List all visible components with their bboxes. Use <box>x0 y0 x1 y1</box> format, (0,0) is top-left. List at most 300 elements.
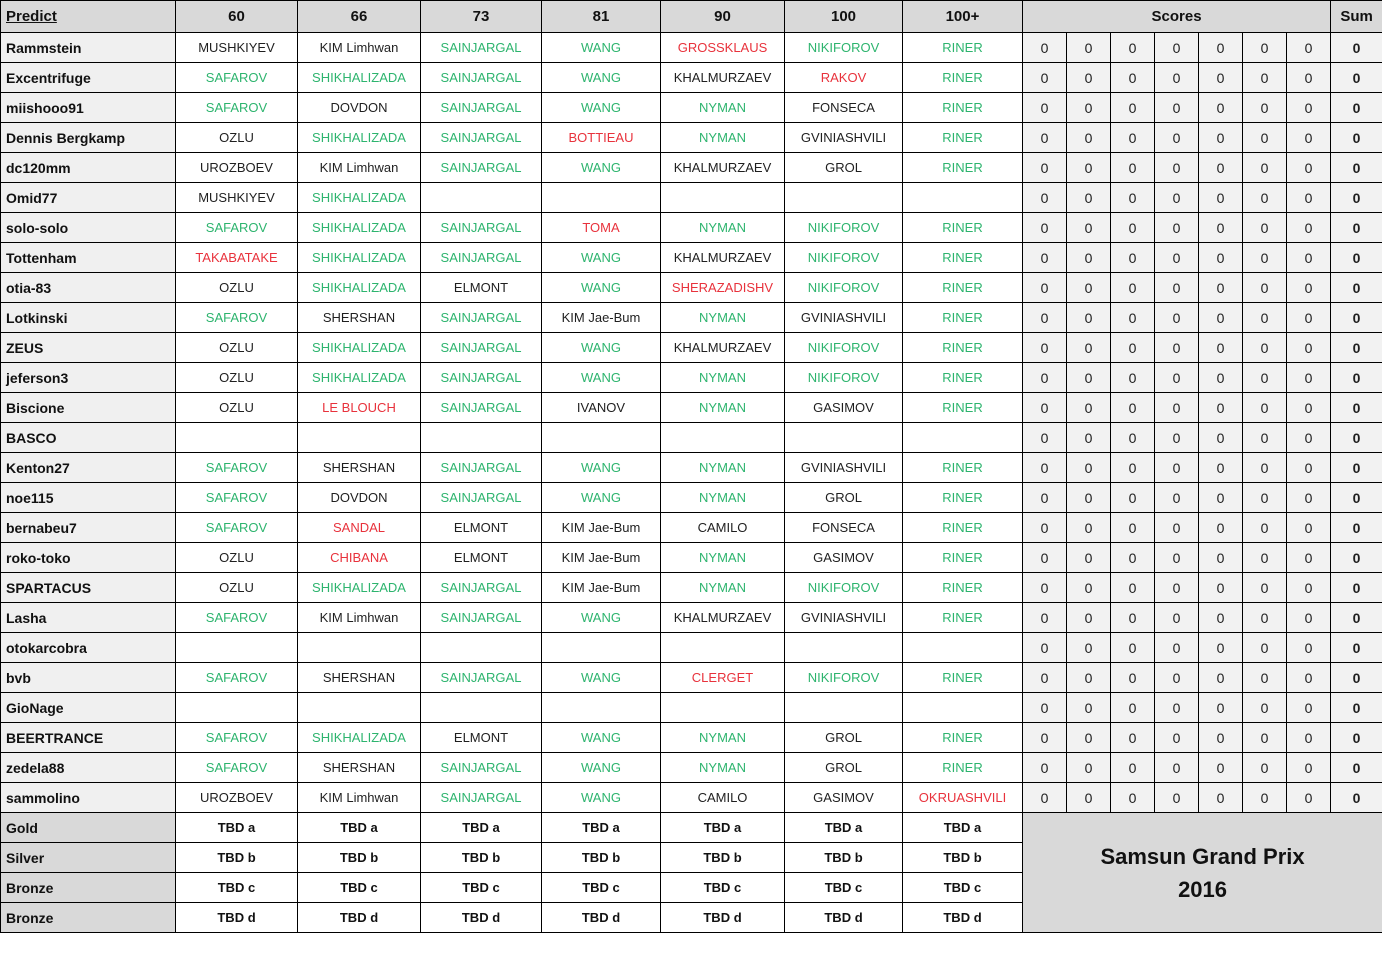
prediction-cell[interactable]: SHIKHALIZADA <box>298 363 421 393</box>
prediction-cell[interactable]: GROL <box>785 483 903 513</box>
player-name-cell[interactable]: BASCO <box>1 423 176 453</box>
header-weight-90[interactable]: 90 <box>661 1 785 33</box>
prediction-cell[interactable]: SAINJARGAL <box>421 93 542 123</box>
score-cell[interactable]: 0 <box>1067 123 1111 153</box>
sum-cell[interactable]: 0 <box>1331 93 1382 123</box>
score-cell[interactable]: 0 <box>1287 663 1331 693</box>
sum-cell[interactable]: 0 <box>1331 213 1382 243</box>
score-cell[interactable]: 0 <box>1243 213 1287 243</box>
score-cell[interactable]: 0 <box>1243 363 1287 393</box>
medal-value-cell[interactable]: TBD c <box>542 873 661 903</box>
prediction-cell[interactable]: GASIMOV <box>785 393 903 423</box>
score-cell[interactable]: 0 <box>1199 423 1243 453</box>
prediction-cell[interactable]: NYMAN <box>661 483 785 513</box>
score-cell[interactable]: 0 <box>1155 153 1199 183</box>
prediction-cell[interactable] <box>661 693 785 723</box>
medal-value-cell[interactable]: TBD b <box>542 843 661 873</box>
prediction-cell[interactable] <box>785 693 903 723</box>
prediction-cell[interactable]: KIM Jae-Bum <box>542 543 661 573</box>
score-cell[interactable]: 0 <box>1023 573 1067 603</box>
score-cell[interactable]: 0 <box>1243 453 1287 483</box>
score-cell[interactable]: 0 <box>1287 93 1331 123</box>
prediction-cell[interactable] <box>542 183 661 213</box>
prediction-cell[interactable]: RINER <box>903 753 1023 783</box>
prediction-cell[interactable]: NIKIFOROV <box>785 243 903 273</box>
prediction-cell[interactable]: WANG <box>542 363 661 393</box>
prediction-cell[interactable]: SAINJARGAL <box>421 453 542 483</box>
score-cell[interactable]: 0 <box>1155 63 1199 93</box>
prediction-cell[interactable]: KHALMURZAEV <box>661 243 785 273</box>
prediction-cell[interactable]: RINER <box>903 93 1023 123</box>
medal-value-cell[interactable]: TBD b <box>903 843 1023 873</box>
score-cell[interactable]: 0 <box>1243 33 1287 63</box>
player-name-cell[interactable]: SPARTACUS <box>1 573 176 603</box>
score-cell[interactable]: 0 <box>1067 243 1111 273</box>
score-cell[interactable]: 0 <box>1287 483 1331 513</box>
score-cell[interactable]: 0 <box>1155 783 1199 813</box>
prediction-cell[interactable]: WANG <box>542 243 661 273</box>
score-cell[interactable]: 0 <box>1023 93 1067 123</box>
player-name-cell[interactable]: Lotkinski <box>1 303 176 333</box>
sum-cell[interactable]: 0 <box>1331 423 1382 453</box>
prediction-cell[interactable]: SAINJARGAL <box>421 123 542 153</box>
prediction-cell[interactable]: GVINIASHVILI <box>785 123 903 153</box>
prediction-cell[interactable]: WANG <box>542 153 661 183</box>
prediction-cell[interactable]: MUSHKIYEV <box>176 183 298 213</box>
score-cell[interactable]: 0 <box>1155 663 1199 693</box>
score-cell[interactable]: 0 <box>1023 33 1067 63</box>
player-name-cell[interactable]: Tottenham <box>1 243 176 273</box>
prediction-cell[interactable]: GVINIASHVILI <box>785 603 903 633</box>
medal-value-cell[interactable]: TBD d <box>298 903 421 933</box>
medal-value-cell[interactable]: TBD d <box>903 903 1023 933</box>
score-cell[interactable]: 0 <box>1111 243 1155 273</box>
score-cell[interactable]: 0 <box>1199 513 1243 543</box>
prediction-cell[interactable]: KIM Jae-Bum <box>542 513 661 543</box>
player-name-cell[interactable]: noe115 <box>1 483 176 513</box>
score-cell[interactable]: 0 <box>1243 333 1287 363</box>
score-cell[interactable]: 0 <box>1199 243 1243 273</box>
score-cell[interactable]: 0 <box>1199 183 1243 213</box>
score-cell[interactable]: 0 <box>1111 123 1155 153</box>
prediction-cell[interactable] <box>542 633 661 663</box>
score-cell[interactable]: 0 <box>1199 723 1243 753</box>
sum-cell[interactable]: 0 <box>1331 453 1382 483</box>
score-cell[interactable]: 0 <box>1067 393 1111 423</box>
prediction-cell[interactable]: RINER <box>903 363 1023 393</box>
prediction-cell[interactable]: DOVDON <box>298 93 421 123</box>
medal-value-cell[interactable]: TBD a <box>421 813 542 843</box>
sum-cell[interactable]: 0 <box>1331 753 1382 783</box>
prediction-cell[interactable]: SAINJARGAL <box>421 573 542 603</box>
score-cell[interactable]: 0 <box>1155 543 1199 573</box>
medal-value-cell[interactable]: TBD a <box>298 813 421 843</box>
score-cell[interactable]: 0 <box>1199 453 1243 483</box>
score-cell[interactable]: 0 <box>1155 333 1199 363</box>
score-cell[interactable]: 0 <box>1023 303 1067 333</box>
score-cell[interactable]: 0 <box>1287 693 1331 723</box>
medal-label-cell[interactable]: Bronze <box>1 873 176 903</box>
player-name-cell[interactable]: otia-83 <box>1 273 176 303</box>
score-cell[interactable]: 0 <box>1243 393 1287 423</box>
prediction-cell[interactable]: SAFAROV <box>176 93 298 123</box>
score-cell[interactable]: 0 <box>1067 93 1111 123</box>
prediction-cell[interactable]: RINER <box>903 213 1023 243</box>
score-cell[interactable]: 0 <box>1155 513 1199 543</box>
score-cell[interactable]: 0 <box>1155 183 1199 213</box>
prediction-cell[interactable]: RINER <box>903 723 1023 753</box>
prediction-cell[interactable]: NIKIFOROV <box>785 213 903 243</box>
score-cell[interactable]: 0 <box>1243 723 1287 753</box>
score-cell[interactable]: 0 <box>1067 663 1111 693</box>
prediction-cell[interactable]: KHALMURZAEV <box>661 333 785 363</box>
prediction-cell[interactable] <box>421 423 542 453</box>
prediction-cell[interactable] <box>298 693 421 723</box>
score-cell[interactable]: 0 <box>1023 753 1067 783</box>
score-cell[interactable]: 0 <box>1067 363 1111 393</box>
score-cell[interactable]: 0 <box>1243 603 1287 633</box>
header-weight-66[interactable]: 66 <box>298 1 421 33</box>
prediction-cell[interactable]: SHIKHALIZADA <box>298 123 421 153</box>
score-cell[interactable]: 0 <box>1023 153 1067 183</box>
player-name-cell[interactable]: Dennis Bergkamp <box>1 123 176 153</box>
sum-cell[interactable]: 0 <box>1331 573 1382 603</box>
score-cell[interactable]: 0 <box>1155 33 1199 63</box>
medal-value-cell[interactable]: TBD a <box>542 813 661 843</box>
prediction-cell[interactable]: SAINJARGAL <box>421 63 542 93</box>
score-cell[interactable]: 0 <box>1199 693 1243 723</box>
score-cell[interactable]: 0 <box>1155 123 1199 153</box>
prediction-cell[interactable] <box>903 633 1023 663</box>
prediction-cell[interactable]: LE BLOUCH <box>298 393 421 423</box>
sum-cell[interactable]: 0 <box>1331 183 1382 213</box>
prediction-cell[interactable]: GROL <box>785 153 903 183</box>
player-name-cell[interactable]: ZEUS <box>1 333 176 363</box>
header-weight-100[interactable]: 100 <box>785 1 903 33</box>
prediction-cell[interactable]: CAMILO <box>661 513 785 543</box>
prediction-cell[interactable]: WANG <box>542 753 661 783</box>
prediction-cell[interactable]: SHERSHAN <box>298 753 421 783</box>
prediction-cell[interactable]: CAMILO <box>661 783 785 813</box>
score-cell[interactable]: 0 <box>1155 573 1199 603</box>
score-cell[interactable]: 0 <box>1199 603 1243 633</box>
score-cell[interactable]: 0 <box>1287 63 1331 93</box>
score-cell[interactable]: 0 <box>1287 453 1331 483</box>
score-cell[interactable]: 0 <box>1111 633 1155 663</box>
score-cell[interactable]: 0 <box>1287 363 1331 393</box>
score-cell[interactable]: 0 <box>1111 393 1155 423</box>
prediction-cell[interactable]: ELMONT <box>421 723 542 753</box>
score-cell[interactable]: 0 <box>1067 273 1111 303</box>
prediction-cell[interactable]: NYMAN <box>661 363 785 393</box>
player-name-cell[interactable]: miishooo91 <box>1 93 176 123</box>
score-cell[interactable]: 0 <box>1243 93 1287 123</box>
prediction-cell[interactable] <box>298 423 421 453</box>
player-name-cell[interactable]: bernabeu7 <box>1 513 176 543</box>
prediction-cell[interactable]: FONSECA <box>785 93 903 123</box>
header-weight-73[interactable]: 73 <box>421 1 542 33</box>
score-cell[interactable]: 0 <box>1287 153 1331 183</box>
sum-cell[interactable]: 0 <box>1331 513 1382 543</box>
prediction-cell[interactable]: OZLU <box>176 273 298 303</box>
prediction-cell[interactable]: SAFAROV <box>176 603 298 633</box>
score-cell[interactable]: 0 <box>1023 423 1067 453</box>
prediction-cell[interactable]: NIKIFOROV <box>785 663 903 693</box>
sum-cell[interactable]: 0 <box>1331 723 1382 753</box>
medal-label-cell[interactable]: Silver <box>1 843 176 873</box>
medal-value-cell[interactable]: TBD c <box>785 873 903 903</box>
score-cell[interactable]: 0 <box>1155 483 1199 513</box>
medal-value-cell[interactable]: TBD c <box>903 873 1023 903</box>
score-cell[interactable]: 0 <box>1111 93 1155 123</box>
score-cell[interactable]: 0 <box>1155 753 1199 783</box>
score-cell[interactable]: 0 <box>1287 243 1331 273</box>
medal-value-cell[interactable]: TBD c <box>298 873 421 903</box>
prediction-cell[interactable]: ELMONT <box>421 543 542 573</box>
score-cell[interactable]: 0 <box>1111 783 1155 813</box>
score-cell[interactable]: 0 <box>1111 303 1155 333</box>
score-cell[interactable]: 0 <box>1199 783 1243 813</box>
prediction-cell[interactable] <box>785 423 903 453</box>
medal-label-cell[interactable]: Gold <box>1 813 176 843</box>
player-name-cell[interactable]: roko-toko <box>1 543 176 573</box>
score-cell[interactable]: 0 <box>1243 483 1287 513</box>
prediction-cell[interactable]: NYMAN <box>661 303 785 333</box>
score-cell[interactable]: 0 <box>1243 513 1287 543</box>
prediction-cell[interactable]: SHIKHALIZADA <box>298 333 421 363</box>
score-cell[interactable]: 0 <box>1199 63 1243 93</box>
prediction-cell[interactable]: WANG <box>542 33 661 63</box>
player-name-cell[interactable]: Omid77 <box>1 183 176 213</box>
prediction-cell[interactable]: OZLU <box>176 363 298 393</box>
medal-value-cell[interactable]: TBD a <box>661 813 785 843</box>
score-cell[interactable]: 0 <box>1243 423 1287 453</box>
medal-value-cell[interactable]: TBD c <box>176 873 298 903</box>
player-name-cell[interactable]: jeferson3 <box>1 363 176 393</box>
prediction-cell[interactable]: GASIMOV <box>785 783 903 813</box>
prediction-cell[interactable]: NIKIFOROV <box>785 333 903 363</box>
score-cell[interactable]: 0 <box>1243 123 1287 153</box>
score-cell[interactable]: 0 <box>1067 693 1111 723</box>
prediction-cell[interactable]: RINER <box>903 663 1023 693</box>
score-cell[interactable]: 0 <box>1067 213 1111 243</box>
prediction-cell[interactable]: SAINJARGAL <box>421 363 542 393</box>
score-cell[interactable]: 0 <box>1287 723 1331 753</box>
score-cell[interactable]: 0 <box>1111 453 1155 483</box>
prediction-cell[interactable]: GASIMOV <box>785 543 903 573</box>
prediction-cell[interactable]: WANG <box>542 273 661 303</box>
prediction-cell[interactable]: SAFAROV <box>176 663 298 693</box>
header-predict[interactable]: Predict <box>1 1 176 33</box>
score-cell[interactable]: 0 <box>1199 753 1243 783</box>
score-cell[interactable]: 0 <box>1243 663 1287 693</box>
score-cell[interactable]: 0 <box>1243 273 1287 303</box>
score-cell[interactable]: 0 <box>1067 453 1111 483</box>
prediction-cell[interactable]: KHALMURZAEV <box>661 603 785 633</box>
prediction-cell[interactable]: SHIKHALIZADA <box>298 183 421 213</box>
player-name-cell[interactable]: sammolino <box>1 783 176 813</box>
score-cell[interactable]: 0 <box>1023 273 1067 303</box>
score-cell[interactable]: 0 <box>1199 663 1243 693</box>
prediction-cell[interactable]: TAKABATAKE <box>176 243 298 273</box>
score-cell[interactable]: 0 <box>1199 483 1243 513</box>
prediction-cell[interactable]: SAFAROV <box>176 213 298 243</box>
score-cell[interactable]: 0 <box>1287 513 1331 543</box>
prediction-cell[interactable]: MUSHKIYEV <box>176 33 298 63</box>
prediction-cell[interactable]: RINER <box>903 393 1023 423</box>
medal-value-cell[interactable]: TBD b <box>176 843 298 873</box>
prediction-cell[interactable]: SHIKHALIZADA <box>298 573 421 603</box>
prediction-cell[interactable]: RINER <box>903 483 1023 513</box>
prediction-cell[interactable]: SAINJARGAL <box>421 603 542 633</box>
prediction-cell[interactable] <box>785 633 903 663</box>
prediction-cell[interactable]: UROZBOEV <box>176 153 298 183</box>
prediction-cell[interactable]: GVINIASHVILI <box>785 453 903 483</box>
prediction-cell[interactable]: NYMAN <box>661 573 785 603</box>
prediction-cell[interactable]: SHERAZADISHV <box>661 273 785 303</box>
sum-cell[interactable]: 0 <box>1331 123 1382 153</box>
score-cell[interactable]: 0 <box>1155 693 1199 723</box>
prediction-cell[interactable]: GROSSKLAUS <box>661 33 785 63</box>
score-cell[interactable]: 0 <box>1287 213 1331 243</box>
score-cell[interactable]: 0 <box>1243 633 1287 663</box>
score-cell[interactable]: 0 <box>1067 153 1111 183</box>
prediction-cell[interactable]: WANG <box>542 603 661 633</box>
prediction-cell[interactable] <box>903 693 1023 723</box>
prediction-cell[interactable]: SAINJARGAL <box>421 33 542 63</box>
score-cell[interactable]: 0 <box>1023 183 1067 213</box>
score-cell[interactable]: 0 <box>1199 573 1243 603</box>
prediction-cell[interactable]: RINER <box>903 513 1023 543</box>
score-cell[interactable]: 0 <box>1287 123 1331 153</box>
sum-cell[interactable]: 0 <box>1331 273 1382 303</box>
score-cell[interactable]: 0 <box>1199 33 1243 63</box>
score-cell[interactable]: 0 <box>1287 183 1331 213</box>
prediction-cell[interactable]: FONSECA <box>785 513 903 543</box>
prediction-cell[interactable]: SAFAROV <box>176 453 298 483</box>
prediction-cell[interactable]: UROZBOEV <box>176 783 298 813</box>
score-cell[interactable]: 0 <box>1111 573 1155 603</box>
score-cell[interactable]: 0 <box>1287 333 1331 363</box>
sum-cell[interactable]: 0 <box>1331 663 1382 693</box>
score-cell[interactable]: 0 <box>1199 123 1243 153</box>
score-cell[interactable]: 0 <box>1155 393 1199 423</box>
prediction-cell[interactable]: SAINJARGAL <box>421 303 542 333</box>
score-cell[interactable]: 0 <box>1067 753 1111 783</box>
sum-cell[interactable]: 0 <box>1331 33 1382 63</box>
player-name-cell[interactable]: zedela88 <box>1 753 176 783</box>
score-cell[interactable]: 0 <box>1111 153 1155 183</box>
score-cell[interactable]: 0 <box>1287 423 1331 453</box>
score-cell[interactable]: 0 <box>1243 753 1287 783</box>
prediction-cell[interactable]: IVANOV <box>542 393 661 423</box>
score-cell[interactable]: 0 <box>1067 333 1111 363</box>
score-cell[interactable]: 0 <box>1287 393 1331 423</box>
sum-cell[interactable]: 0 <box>1331 483 1382 513</box>
prediction-cell[interactable]: WANG <box>542 453 661 483</box>
medal-value-cell[interactable]: TBD d <box>176 903 298 933</box>
prediction-cell[interactable]: BOTTIEAU <box>542 123 661 153</box>
prediction-cell[interactable] <box>542 693 661 723</box>
sum-cell[interactable]: 0 <box>1331 393 1382 423</box>
score-cell[interactable]: 0 <box>1067 303 1111 333</box>
sum-cell[interactable]: 0 <box>1331 693 1382 723</box>
prediction-cell[interactable]: NYMAN <box>661 93 785 123</box>
score-cell[interactable]: 0 <box>1023 483 1067 513</box>
prediction-cell[interactable]: ELMONT <box>421 273 542 303</box>
prediction-cell[interactable] <box>421 633 542 663</box>
prediction-cell[interactable]: GROL <box>785 753 903 783</box>
prediction-cell[interactable]: SHERSHAN <box>298 303 421 333</box>
score-cell[interactable]: 0 <box>1111 753 1155 783</box>
prediction-cell[interactable]: NYMAN <box>661 393 785 423</box>
prediction-cell[interactable]: OZLU <box>176 393 298 423</box>
score-cell[interactable]: 0 <box>1023 723 1067 753</box>
score-cell[interactable]: 0 <box>1199 153 1243 183</box>
score-cell[interactable]: 0 <box>1111 33 1155 63</box>
prediction-cell[interactable]: OZLU <box>176 543 298 573</box>
prediction-cell[interactable]: SHIKHALIZADA <box>298 243 421 273</box>
prediction-cell[interactable]: KHALMURZAEV <box>661 63 785 93</box>
score-cell[interactable]: 0 <box>1067 513 1111 543</box>
header-scores[interactable]: Scores <box>1023 1 1331 33</box>
prediction-cell[interactable] <box>542 423 661 453</box>
score-cell[interactable]: 0 <box>1111 483 1155 513</box>
score-cell[interactable]: 0 <box>1023 453 1067 483</box>
score-cell[interactable]: 0 <box>1199 393 1243 423</box>
score-cell[interactable]: 0 <box>1287 573 1331 603</box>
prediction-cell[interactable]: WANG <box>542 723 661 753</box>
prediction-cell[interactable]: RINER <box>903 153 1023 183</box>
score-cell[interactable]: 0 <box>1067 423 1111 453</box>
medal-value-cell[interactable]: TBD d <box>785 903 903 933</box>
score-cell[interactable]: 0 <box>1155 453 1199 483</box>
score-cell[interactable]: 0 <box>1199 633 1243 663</box>
score-cell[interactable]: 0 <box>1199 303 1243 333</box>
score-cell[interactable]: 0 <box>1287 273 1331 303</box>
prediction-cell[interactable]: NYMAN <box>661 453 785 483</box>
prediction-cell[interactable]: ELMONT <box>421 513 542 543</box>
prediction-cell[interactable]: SAINJARGAL <box>421 483 542 513</box>
prediction-cell[interactable]: NYMAN <box>661 213 785 243</box>
medal-value-cell[interactable]: TBD b <box>661 843 785 873</box>
sum-cell[interactable]: 0 <box>1331 63 1382 93</box>
medal-value-cell[interactable]: TBD d <box>542 903 661 933</box>
prediction-cell[interactable]: NYMAN <box>661 753 785 783</box>
score-cell[interactable]: 0 <box>1111 63 1155 93</box>
prediction-cell[interactable]: RINER <box>903 273 1023 303</box>
prediction-cell[interactable]: NYMAN <box>661 543 785 573</box>
prediction-cell[interactable]: SAINJARGAL <box>421 753 542 783</box>
prediction-cell[interactable]: OZLU <box>176 333 298 363</box>
prediction-cell[interactable]: KIM Jae-Bum <box>542 573 661 603</box>
medal-value-cell[interactable]: TBD d <box>661 903 785 933</box>
score-cell[interactable]: 0 <box>1111 363 1155 393</box>
prediction-cell[interactable]: RINER <box>903 453 1023 483</box>
prediction-cell[interactable]: OZLU <box>176 123 298 153</box>
medal-value-cell[interactable]: TBD b <box>298 843 421 873</box>
score-cell[interactable]: 0 <box>1111 213 1155 243</box>
medal-value-cell[interactable]: TBD a <box>785 813 903 843</box>
score-cell[interactable]: 0 <box>1111 423 1155 453</box>
score-cell[interactable]: 0 <box>1023 333 1067 363</box>
score-cell[interactable]: 0 <box>1243 243 1287 273</box>
prediction-cell[interactable]: NIKIFOROV <box>785 573 903 603</box>
prediction-cell[interactable]: GROL <box>785 723 903 753</box>
player-name-cell[interactable]: Biscione <box>1 393 176 423</box>
prediction-cell[interactable]: SAFAROV <box>176 753 298 783</box>
player-name-cell[interactable]: Rammstein <box>1 33 176 63</box>
